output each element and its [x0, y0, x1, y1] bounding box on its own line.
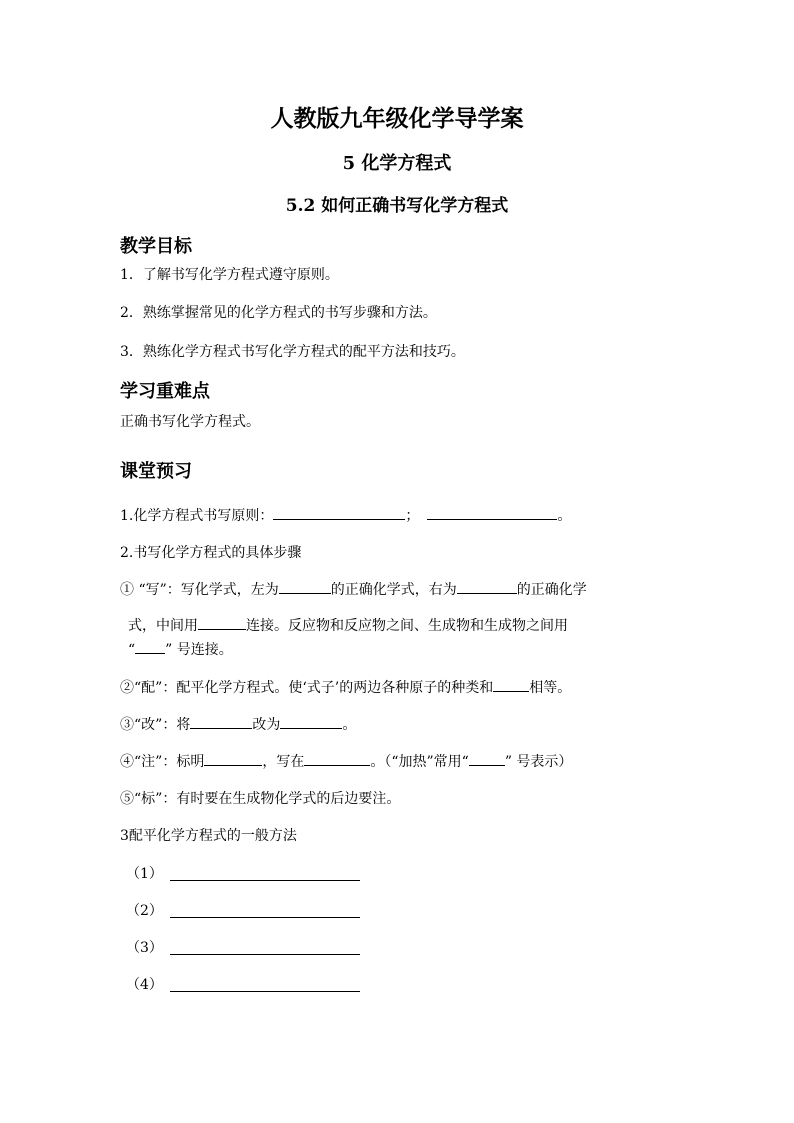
- method-4-blank[interactable]: [170, 977, 360, 992]
- step-1-cont-text-b: 连接。反应物和反应物之间、生成物和生成物之间用: [246, 618, 568, 634]
- key-points-text: 正确书写化学方程式。: [120, 414, 260, 430]
- answer-blank[interactable]: [135, 640, 165, 654]
- step-1: [120, 580, 587, 600]
- method-2-label: （2）: [126, 903, 163, 919]
- method-3-blank[interactable]: [170, 940, 360, 955]
- answer-blank[interactable]: [469, 752, 505, 766]
- step-1-cont2-text-a: “: [128, 642, 136, 658]
- step-3-text-a: ③“改”：将: [120, 717, 191, 733]
- objectives-heading: 教学目标: [120, 236, 192, 257]
- answer-blank[interactable]: [198, 616, 246, 630]
- answer-blank[interactable]: [273, 506, 405, 520]
- step-4-text-d: ” 号表示）: [504, 754, 573, 770]
- method-1-blank[interactable]: [170, 866, 360, 881]
- method-3-label: （3）: [126, 940, 163, 956]
- answer-blank[interactable]: [204, 752, 262, 766]
- question-1-end: 。: [557, 508, 572, 524]
- question-3: 3配平化学方程式的一般方法: [120, 828, 297, 844]
- step-4-text-c: 。（“加热”常用“: [370, 754, 469, 770]
- step-4: [120, 752, 572, 772]
- question-1-text: 1.化学方程式书写原则：: [120, 508, 274, 524]
- step-1-text-b: 的正确化学式，右为: [330, 582, 457, 598]
- step-4-text-b: ，写在: [262, 754, 305, 770]
- answer-blank[interactable]: [427, 506, 557, 520]
- step-3-text-b: 改为: [252, 717, 281, 733]
- step-2-text-a: ②“配”：配平化学方程式。使‘式子’的两边各种原子的种类和: [120, 680, 494, 696]
- step-1-text-c: 的正确化学: [516, 582, 587, 598]
- step-2-text-b: 相等。: [529, 680, 572, 696]
- objective-item-3: 3．熟练化学方程式书写化学方程式的配平方法和技巧。: [120, 344, 465, 360]
- step-3: [120, 715, 356, 735]
- chapter-title: 5 化学方程式: [342, 153, 452, 174]
- question-1: [120, 506, 571, 526]
- answer-blank[interactable]: [457, 580, 517, 594]
- question-1-sep: ；: [405, 508, 420, 524]
- step-4-text-a: ④“注”：标明: [120, 754, 205, 770]
- preview-heading: 课堂预习: [120, 461, 192, 482]
- key-points-heading: 学习重难点: [120, 381, 210, 402]
- section-title: 5.2 如何正确书写化学方程式: [285, 196, 509, 216]
- step-1-cont-2: [128, 640, 233, 660]
- answer-blank[interactable]: [493, 678, 529, 692]
- step-1-text-a: ① “写”：写化学式，左为: [120, 582, 279, 598]
- answer-blank[interactable]: [280, 715, 342, 729]
- step-2: [120, 678, 571, 698]
- objective-item-2: 2．熟练掌握常见的化学方程式的书写步骤和方法。: [120, 305, 437, 321]
- step-1-cont-text-a: 式，中间用: [128, 618, 198, 634]
- answer-blank[interactable]: [304, 752, 370, 766]
- question-2: 2.书写化学方程式的具体步骤: [120, 545, 302, 561]
- step-3-text-c: 。: [342, 717, 357, 733]
- answer-blank[interactable]: [279, 580, 331, 594]
- step-1-cont: [128, 616, 568, 636]
- method-2-blank[interactable]: [170, 903, 360, 918]
- method-1-label: （1）: [126, 866, 163, 882]
- method-4-label: （4）: [126, 977, 163, 993]
- document-title: 人教版九年级化学导学案: [270, 105, 524, 132]
- answer-blank[interactable]: [190, 715, 252, 729]
- step-5: ⑤“标”：有时要在生成物化学式的后边要注。: [120, 791, 401, 807]
- objective-item-1: 1．了解书写化学方程式遵守原则。: [120, 267, 339, 283]
- step-1-cont2-text-b: ” 号连接。: [165, 642, 233, 658]
